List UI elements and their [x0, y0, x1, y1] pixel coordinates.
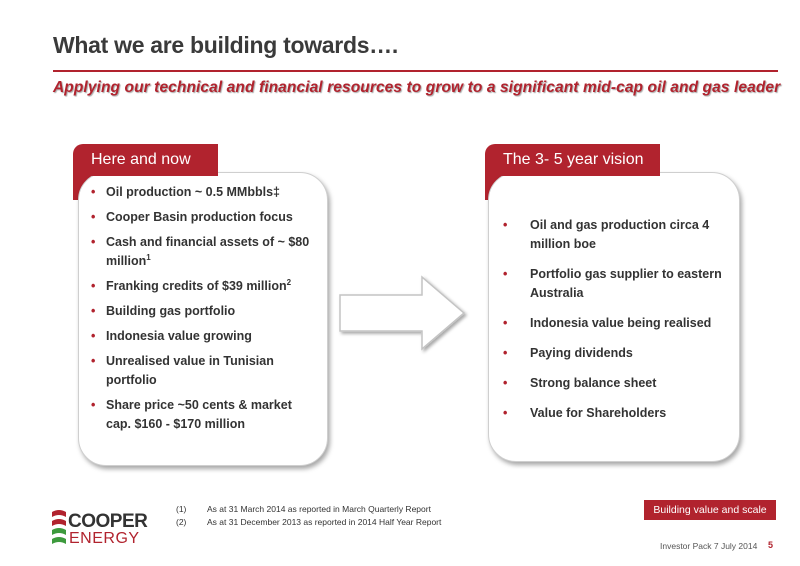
left-panel-item: • Unrealised value in Tunisian portfolio: [91, 352, 313, 390]
cooper-energy-logo-icon: [50, 508, 68, 548]
logo-word-cooper: COOPER: [68, 511, 148, 532]
right-panel-item: • Oil and gas production circa 4 million boe: [503, 216, 725, 254]
right-panel-item: • Strong balance sheet: [503, 374, 725, 393]
page-number: 5: [768, 540, 774, 550]
footnotes: [176, 503, 441, 529]
left-panel-item: • Oil production ~ 0.5 MMbbls‡: [91, 183, 313, 202]
left-panel-item: • Cooper Basin production focus: [91, 208, 313, 227]
left-panel-heading: Here and now: [73, 144, 218, 176]
footnote-item: (2) As at 31 December 2013 as reported in 2014 Half Year Report: [176, 517, 442, 527]
right-arrow-icon: [336, 275, 472, 355]
title-divider: [53, 70, 778, 72]
footnote-ref: 2: [286, 277, 292, 287]
right-panel-heading: The 3- 5 year vision: [485, 144, 660, 176]
page-title: What we are building towards….: [53, 32, 398, 58]
right-panel: [488, 172, 740, 462]
left-panel-item: • Building gas portfolio: [91, 302, 313, 321]
left-panel-item: • Indonesia value growing: [91, 327, 313, 346]
right-panel-item: • Value for Shareholders: [503, 404, 725, 423]
left-panel-list: [91, 183, 313, 440]
footnote-ref: 1: [146, 252, 151, 262]
footnote-item: (1) As at 31 March 2014 as reported in March Quarterly Report: [176, 504, 431, 514]
left-panel: [78, 172, 328, 466]
tagline-badge: Building value and scale: [644, 500, 776, 520]
left-panel-item: • Cash and financial assets of ~ $80 million$^1$: [91, 233, 313, 271]
right-panel-list: [503, 216, 725, 434]
right-panel-item: • Portfolio gas supplier to eastern Australia: [503, 265, 725, 303]
logo-word-energy: ENERGY: [69, 530, 140, 547]
footer-doc-title: Investor Pack 7 July 2014: [660, 541, 758, 551]
right-panel-item: • Paying dividends: [503, 344, 725, 363]
right-panel-item: • Indonesia value being realised: [503, 314, 725, 333]
page-subtitle: Applying our technical and financial resources to grow to a significant mid-cap oil and gas leader: [53, 79, 781, 96]
left-panel-item: • Franking credits of $39 million$^2$: [91, 277, 313, 296]
left-panel-item: • Share price ~50 cents & market cap. $160 - $170 million: [91, 396, 313, 434]
